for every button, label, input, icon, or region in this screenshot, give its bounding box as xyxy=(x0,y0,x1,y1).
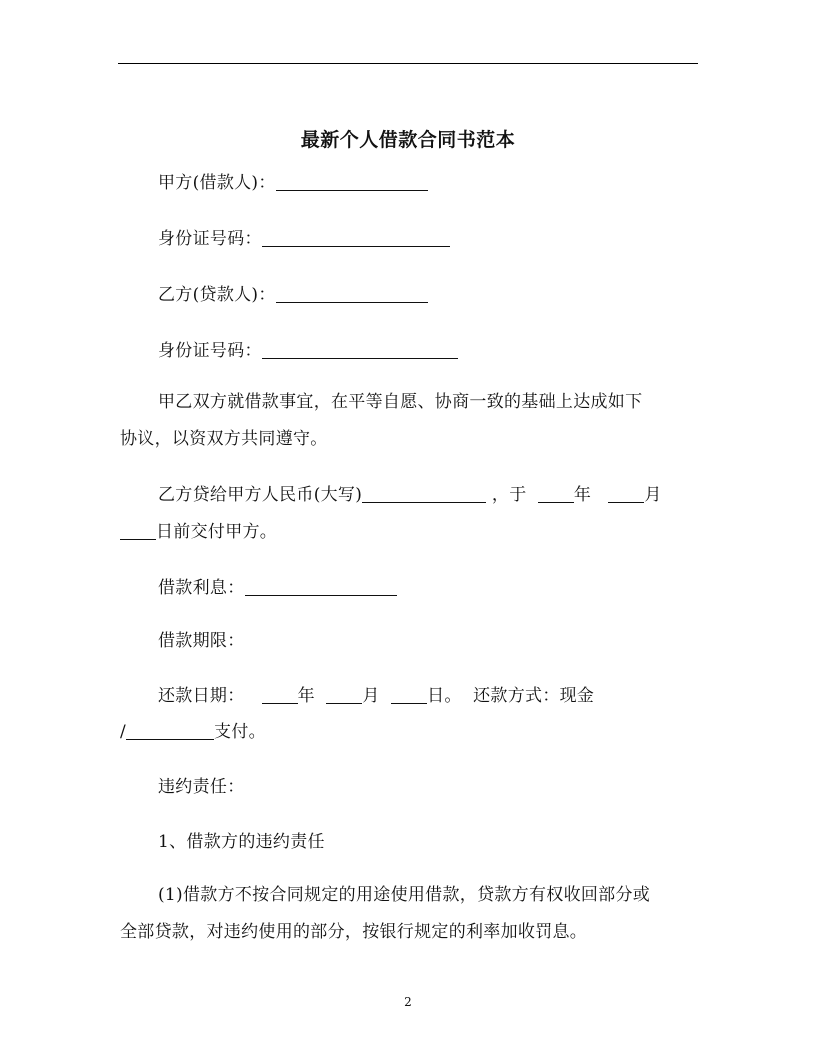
loan-year-label: 年 xyxy=(573,485,592,505)
breach-heading: 违约责任： xyxy=(158,777,245,797)
interest-blank[interactable] xyxy=(245,579,397,596)
loan-amount-row xyxy=(158,484,662,506)
repay-day-blank[interactable] xyxy=(391,687,427,704)
repayment-row-2 xyxy=(120,721,266,743)
pay-suffix: 支付。 xyxy=(214,722,266,742)
payment-method-blank[interactable] xyxy=(126,723,214,740)
repayment-label: 还款日期： xyxy=(158,686,245,706)
party-b-row xyxy=(158,284,428,306)
party-a-label: 甲方(借款人)： xyxy=(158,173,276,193)
loan-month-label: 月 xyxy=(644,485,662,505)
term-label: 借款期限： xyxy=(158,631,245,651)
party-a-blank[interactable] xyxy=(276,174,428,191)
loan-year-blank[interactable] xyxy=(538,486,574,503)
party-a-id-row xyxy=(158,228,450,250)
clause-1-line-2: 全部贷款，对违约使用的部分，按银行规定的利率加收罚息。 xyxy=(120,922,588,942)
loan-month-blank[interactable] xyxy=(608,486,644,503)
repay-method: 还款方式：现金 xyxy=(473,686,595,706)
repay-month-label: 月 xyxy=(362,686,380,706)
intro-line-1: 甲乙双方就借款事宜，在平等自愿、协商一致的基础上达成如下 xyxy=(158,392,643,412)
intro-line-2: 协议，以资双方共同遵守。 xyxy=(120,429,328,449)
interest-label: 借款利息： xyxy=(158,578,245,598)
repay-month-blank[interactable] xyxy=(326,687,362,704)
page-number: 2 xyxy=(404,995,412,1009)
party-a-id-label: 身份证号码： xyxy=(158,229,262,249)
loan-amount-blank[interactable] xyxy=(362,486,486,503)
party-a-id-blank[interactable] xyxy=(262,230,450,247)
header-rule xyxy=(118,63,698,64)
repayment-row xyxy=(158,685,594,707)
party-b-id-row xyxy=(158,340,458,362)
clause-1-line-1: (1)借款方不按合同规定的用途使用借款，贷款方有权收回部分或 xyxy=(158,885,651,905)
breach-item-1: 1、借款方的违约责任 xyxy=(158,832,325,852)
loan-amount-row-2 xyxy=(120,521,277,543)
loan-date-prefix: ，于 xyxy=(491,485,527,505)
loan-amount-label: 乙方贷给甲方人民币(大写) xyxy=(158,485,363,505)
party-b-label: 乙方(贷款人)： xyxy=(158,285,276,305)
repay-year-label: 年 xyxy=(297,686,315,706)
term-row xyxy=(158,630,245,652)
loan-day-blank[interactable] xyxy=(120,523,156,540)
repay-day-label: 日。 xyxy=(427,686,462,706)
slash-text: / xyxy=(120,722,127,742)
party-b-id-blank[interactable] xyxy=(262,342,458,359)
loan-day-suffix: 日前交付甲方。 xyxy=(156,522,278,542)
interest-row xyxy=(158,577,397,599)
party-a-row xyxy=(158,172,428,194)
party-b-blank[interactable] xyxy=(276,286,428,303)
party-b-id-label: 身份证号码： xyxy=(158,341,262,361)
document-title: 最新个人借款合同书范本 xyxy=(300,129,516,151)
repay-year-blank[interactable] xyxy=(262,687,298,704)
